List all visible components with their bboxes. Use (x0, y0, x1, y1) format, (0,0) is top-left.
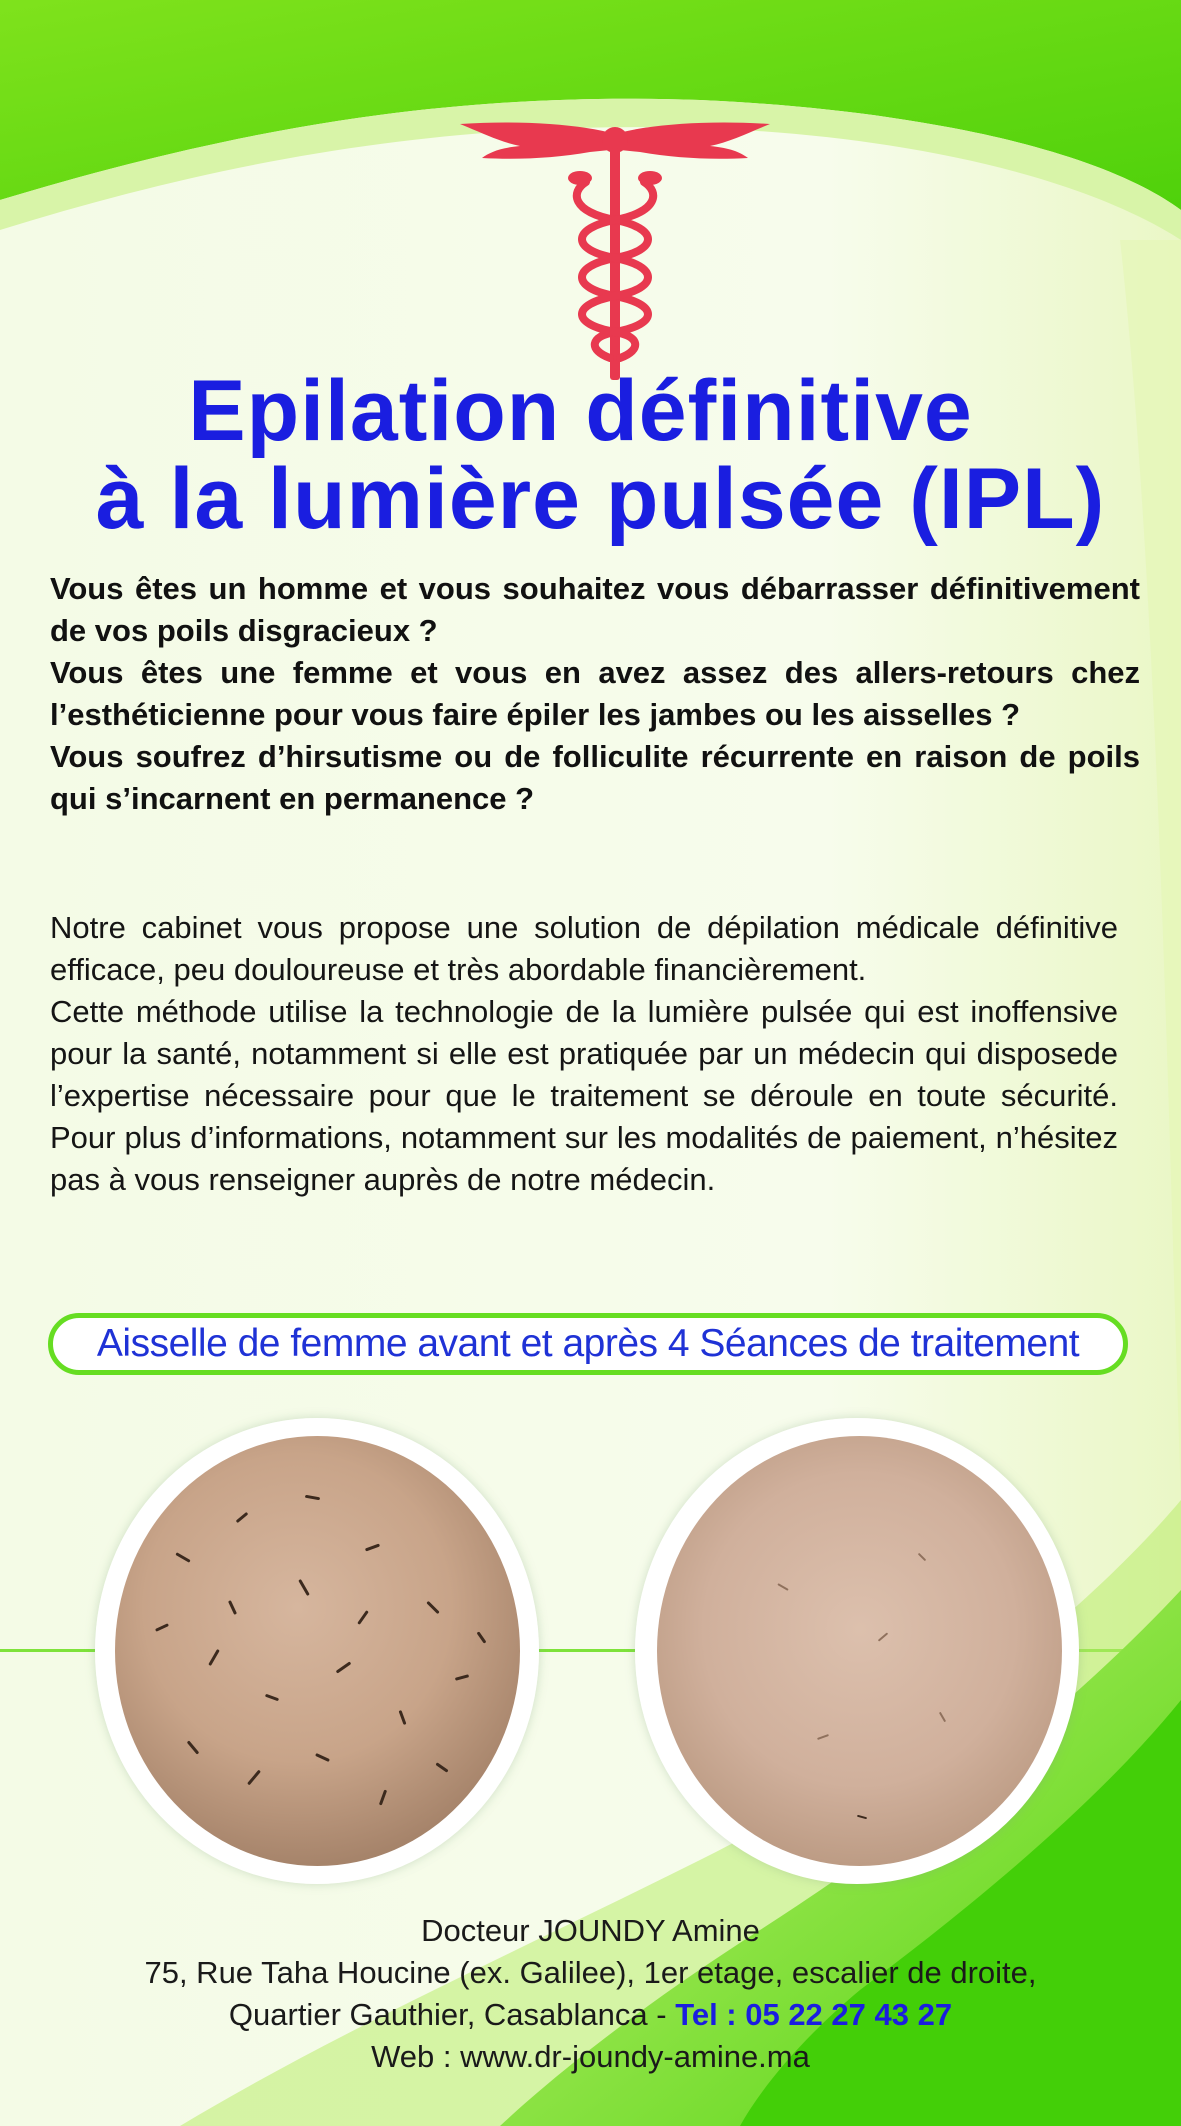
question-women: Vous êtes une femme et vous en avez assez des allers-retours chez l’esthéticienne pour vous faire épiler les jambes ou les aisselles ? (50, 655, 1140, 732)
questions-block (50, 568, 1140, 820)
armpit-after-photo (657, 1436, 1062, 1866)
question-men: Vous êtes un homme et vous souhaitez vous débarrasser définitivement de vos poils disgracieux ? (50, 571, 1140, 648)
page-title-line-2: à la lumière pulsée (IPL) (95, 451, 1106, 547)
address-line-1: 75, Rue Taha Houcine (ex. Galilee), 1er etage, escalier de droite, (144, 1955, 1037, 1990)
page-title-line-1: Epilation définitive (188, 363, 973, 459)
contact-footer (0, 1910, 1181, 2078)
photo-caption (48, 1313, 1128, 1375)
address-city: Quartier Gauthier, Casablanca - (228, 1997, 676, 2032)
description-paragraph-1: Notre cabinet vous propose une solution de dépilation médicale définitive efficace, peu douloureuse et très abordable financièrement. (50, 910, 1118, 987)
doctor-name: Docteur JOUNDY Amine (421, 1913, 760, 1948)
photo-caption-text: Aisselle de femme avant et après 4 Séances de traitement (96, 1322, 1080, 1365)
armpit-before-photo (115, 1436, 520, 1866)
description-paragraph-2: Cette méthode utilise la technologie de la lumière pulsée qui est inoffensive pour la santé, notamment si elle est pratiquée par un médecin qui disposede l’expertise nécessaire pour que le traitement se déroule en toute sécurité. Pour plus d’informations, notamment sur les modalités de paiement, n’hésitez pas à vous renseigner auprès de notre médecin. (50, 994, 1118, 1197)
address-line-2 (0, 1994, 1181, 2036)
phone-number[interactable]: Tel : 05 22 27 43 27 (675, 1997, 953, 2032)
question-hirsutism: Vous soufrez d’hirsutisme ou de folliculite récurrente en raison de poils qui s’incarnent en permanence ? (50, 739, 1140, 816)
caduceus-icon (460, 112, 770, 382)
description-block (50, 907, 1118, 1201)
website-link[interactable]: Web : www.dr-joundy-amine.ma (371, 2039, 810, 2074)
